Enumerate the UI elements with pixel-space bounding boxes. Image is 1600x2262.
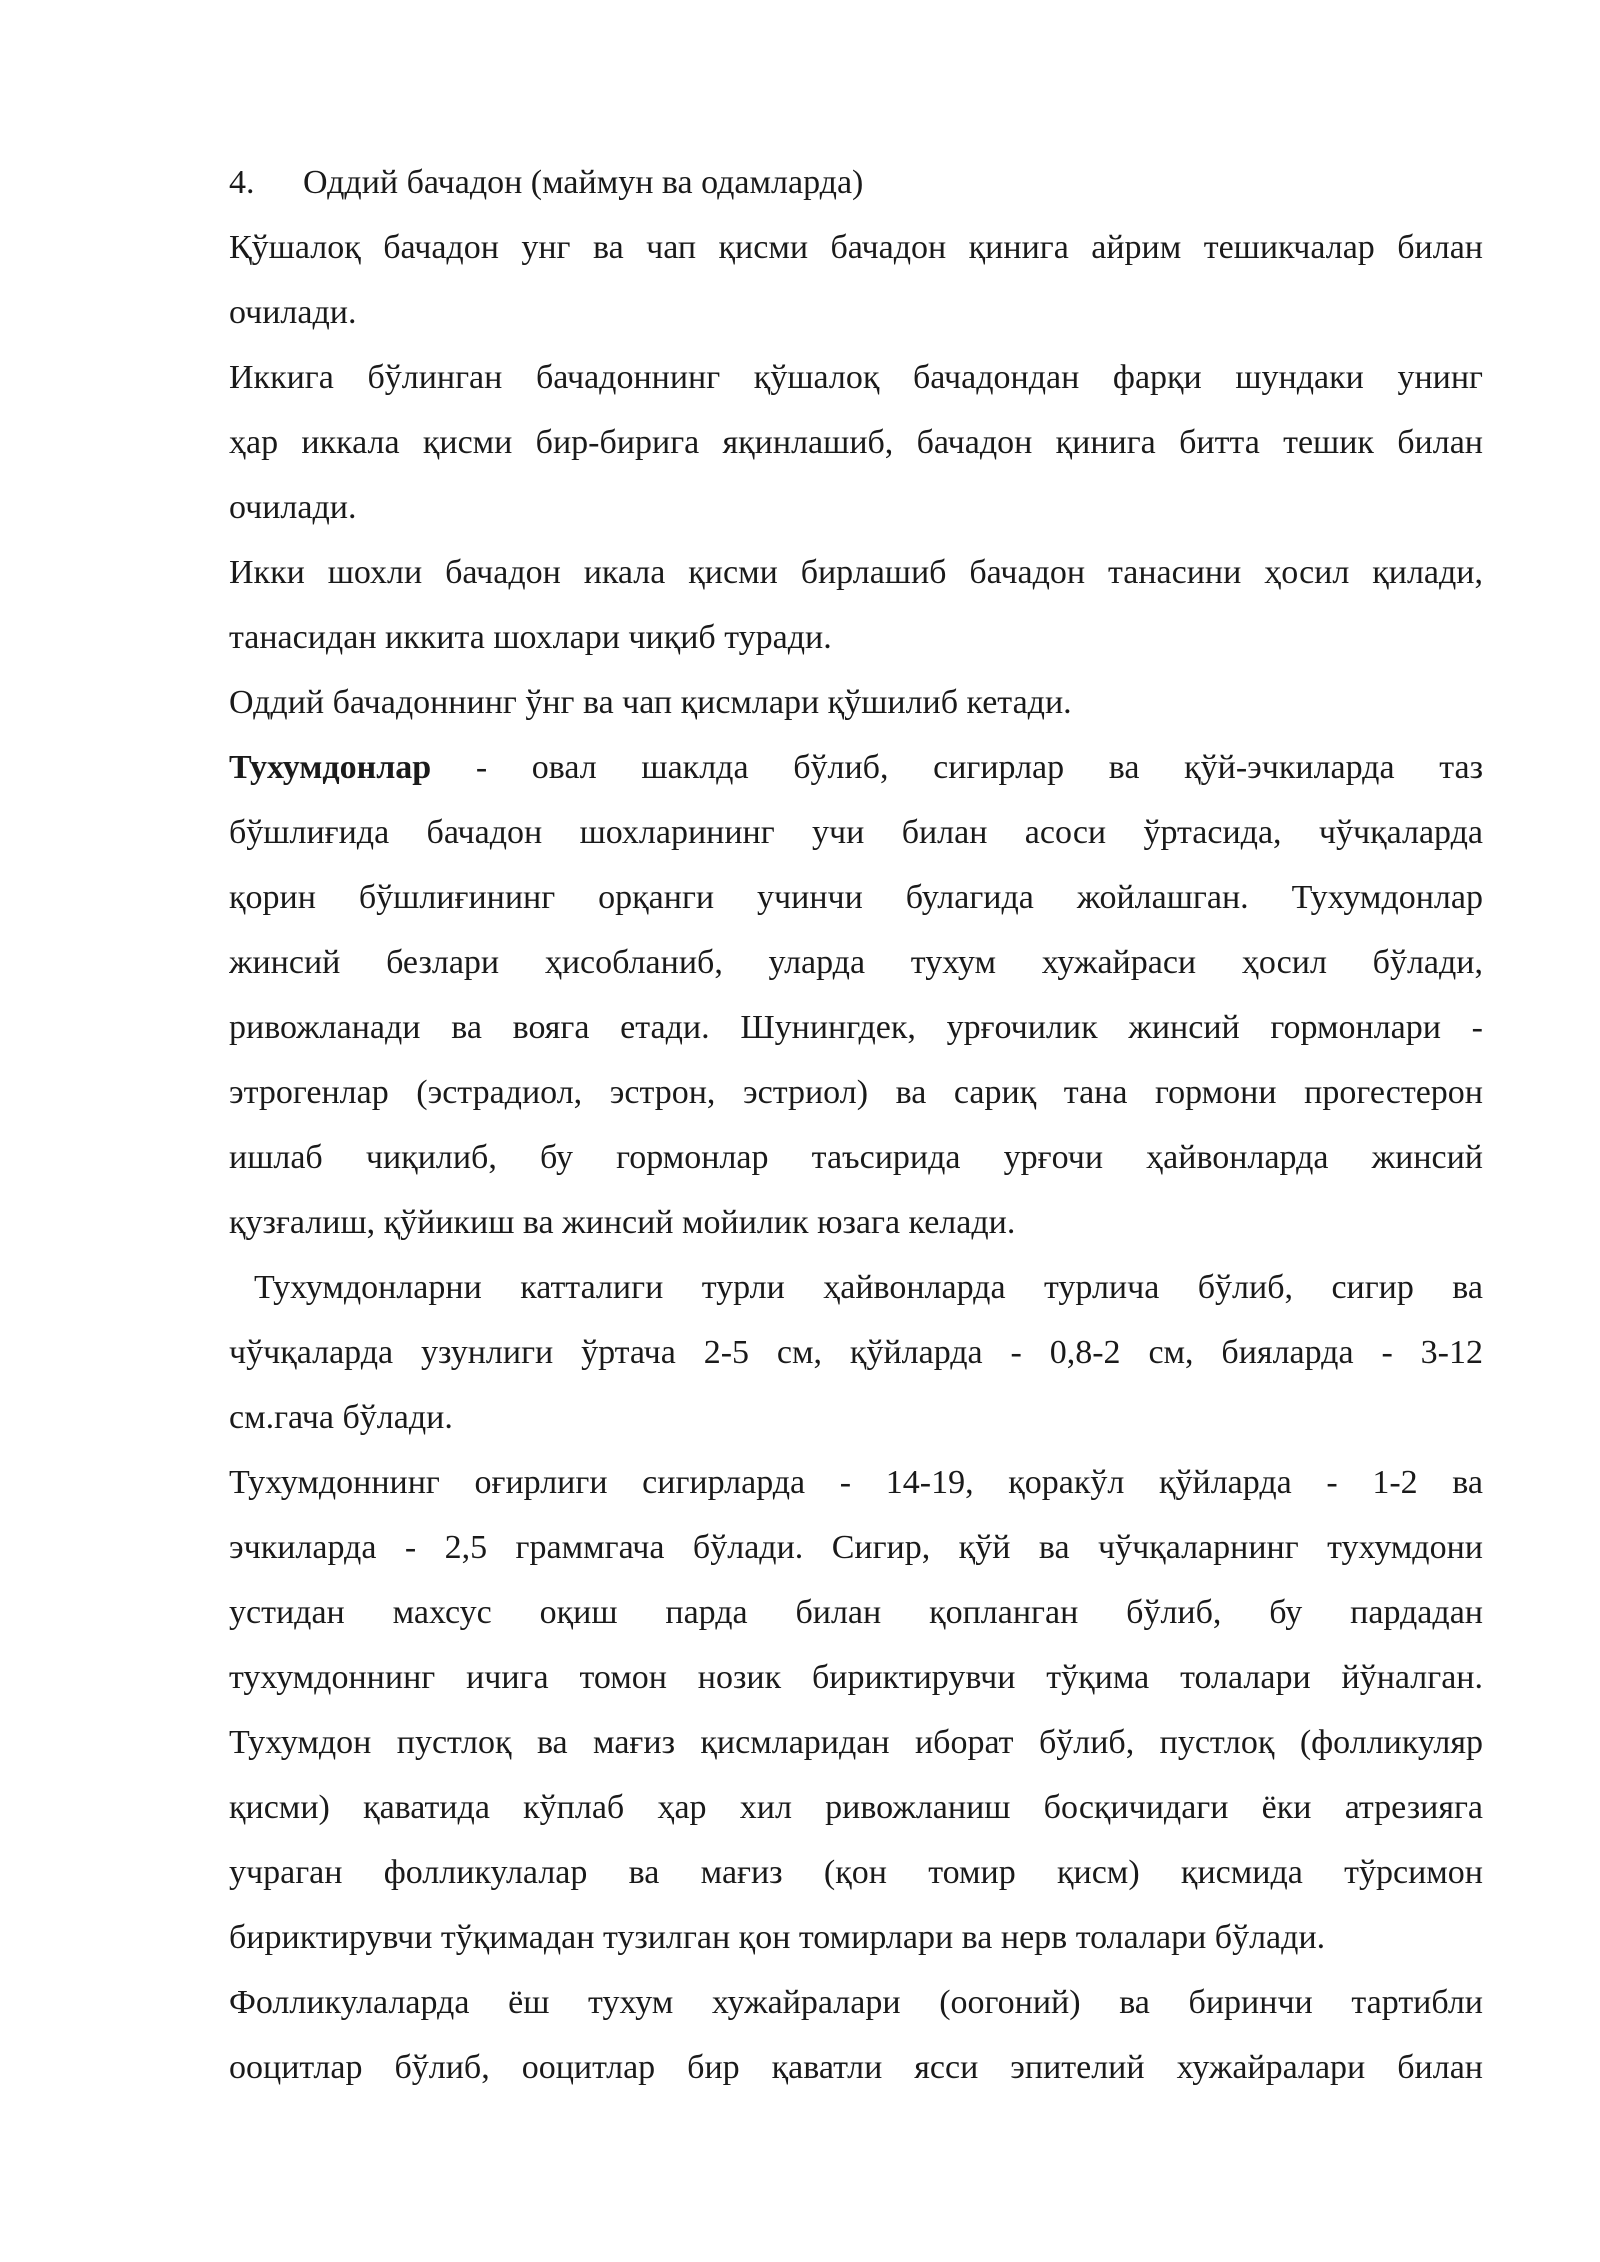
text-line: ишлаб чиқилиб, бу гормонлар таъсирида урғочи ҳайвонларда жинсий xyxy=(229,1139,1483,1176)
paragraph-1 xyxy=(229,215,1483,345)
list-item-4 xyxy=(229,150,1483,215)
list-item-number: 4. xyxy=(229,164,255,201)
text-line: Икки шохли бачадон икала қисми бирлашиб бачадон танасини ҳосил қилади, xyxy=(229,554,1483,591)
text-line: устидан махсус оқиш парда билан қопланган бўлиб, бу пардадан xyxy=(229,1594,1483,1631)
text-line: см.гача бўлади. xyxy=(229,1399,453,1436)
text-line: танасидан иккита шохлари чиқиб туради. xyxy=(229,619,832,656)
document-page xyxy=(229,150,1483,2100)
paragraph-2 xyxy=(229,345,1483,540)
paragraph-5 xyxy=(229,735,1483,1255)
text-line: Иккига бўлинган бачадоннинг қўшалоқ бачадондан фарқи шундаки унинг xyxy=(229,359,1483,396)
paragraph-4 xyxy=(229,670,1483,735)
text-line: бўшлиғида бачадон шохларининг учи билан асоси ўртасида, чўчқаларда xyxy=(229,814,1483,851)
text-line: ооцитлар бўлиб, ооцитлар бир қаватли ясси эпителий хужайралари билан xyxy=(229,2049,1483,2086)
bold-term: Тухумдонлар xyxy=(229,749,432,786)
text-line: учраган фолликулалар ва мағиз (қон томир қисм) қисмида тўрсимон xyxy=(229,1854,1483,1891)
text-line: Оддий бачадоннинг ўнг ва чап қисмлари қўшилиб кетади. xyxy=(229,684,1072,721)
paragraph-6 xyxy=(229,1255,1483,1450)
text-line: ҳар иккала қисми бир-бирига яқинлашиб, бачадон қинига битта тешик билан xyxy=(229,424,1483,461)
text-line: бириктирувчи тўқимадан тузилган қон томирлари ва нерв толалари бўлади. xyxy=(229,1919,1326,1956)
text-line: чўчқаларда узунлиги ўртача 2-5 см, қўйларда - 0,8-2 см, бияларда - 3-12 xyxy=(229,1334,1483,1371)
text-line: қисми) қаватида кўплаб ҳар хил ривожланиш босқичидаги ёки атрезияга xyxy=(229,1789,1483,1826)
text-line: ривожланади ва вояга етади. Шунингдек, урғочилик жинсий гормонлари - xyxy=(229,1009,1483,1046)
text-line xyxy=(229,735,1483,800)
text-line: Қўшалоқ бачадон унг ва чап қисми бачадон қинига айрим тешикчалар билан xyxy=(229,229,1483,266)
text-line: этрогенлар (эстрадиол, эстрон, эстриол) ва сариқ тана гормони прогестерон xyxy=(229,1074,1483,1111)
text-line: қорин бўшлиғининг орқанги учинчи булагида жойлашган. Тухумдонлар xyxy=(229,879,1483,916)
text-line: очилади. xyxy=(229,489,357,526)
paragraph-7 xyxy=(229,1450,1483,1970)
text-line: Тухумдон пустлоқ ва мағиз қисмларидан иборат бўлиб, пустлоқ (фолликуляр xyxy=(229,1724,1483,1761)
paragraph-3 xyxy=(229,540,1483,670)
paragraph-8 xyxy=(229,1970,1483,2100)
list-item-text: Оддий бачадон (маймун ва одамларда) xyxy=(303,164,864,201)
text-line: Тухумдонларни катталиги турли ҳайвонларда турлича бўлиб, сигир ва xyxy=(254,1269,1483,1306)
text-line: Фолликулаларда ёш тухум хужайралари (оогоний) ва биринчи тартибли xyxy=(229,1984,1483,2021)
text-line: тухумдоннинг ичига томон нозик бириктирувчи тўқима толалари йўналган. xyxy=(229,1659,1483,1696)
text-line: эчкиларда - 2,5 граммгача бўлади. Сигир, қўй ва чўчқаларнинг тухумдони xyxy=(229,1529,1483,1566)
text-line: қузғалиш, қўйикиш ва жинсий мойилик юзага келади. xyxy=(229,1204,1016,1241)
text-line: жинсий безлари ҳисобланиб, уларда тухум хужайраси ҳосил бўлади, xyxy=(229,944,1483,981)
text-line: Тухумдоннинг оғирлиги сигирларда - 14-19, қоракўл қўйларда - 1-2 ва xyxy=(229,1464,1483,1501)
text-line: очилади. xyxy=(229,294,357,331)
text-line-rest: - овал шаклда бўлиб, сигирлар ва қўй-эчкиларда таз xyxy=(475,749,1483,786)
